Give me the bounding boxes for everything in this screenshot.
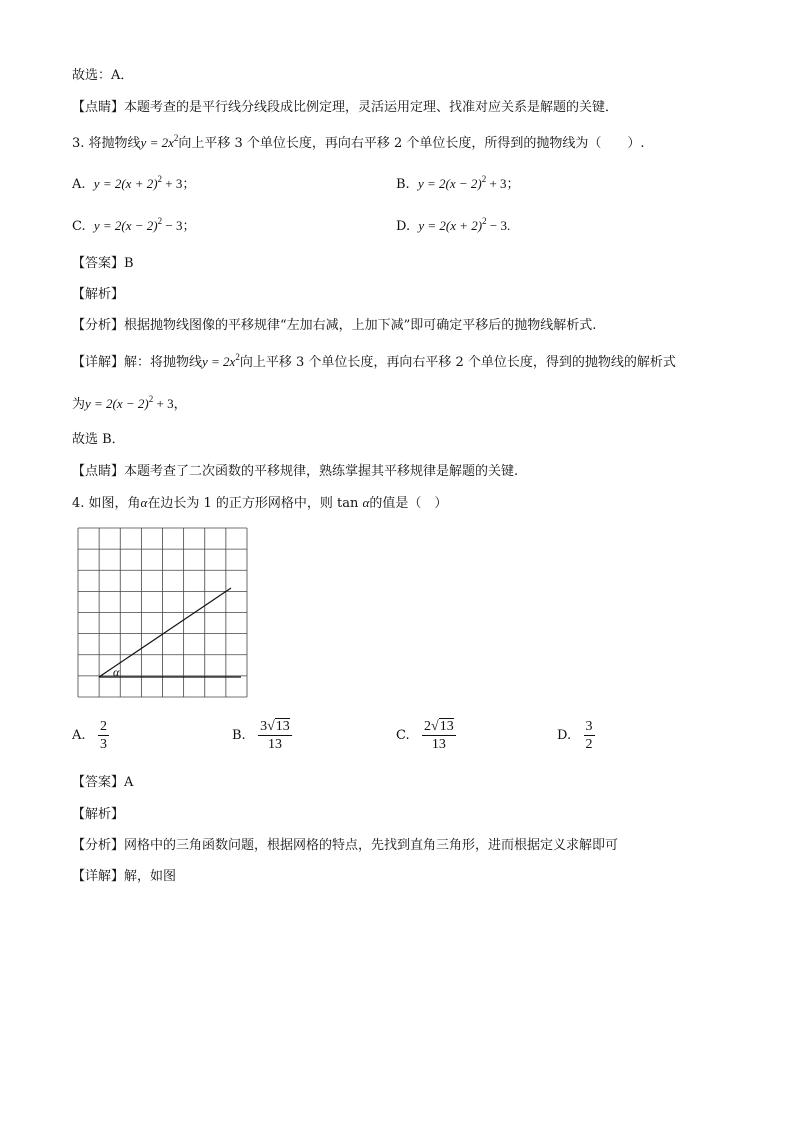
question-4-suffix: 的值是（ ）	[369, 496, 448, 511]
question-4-option-d	[557, 718, 595, 753]
question-3-option-c	[72, 216, 195, 237]
option-label: C.	[396, 728, 410, 743]
question-4-answer: 【答案】A	[72, 775, 134, 790]
detail-suffix: 向上平移 3 个单位长度，再向右平移 2 个单位长度，得到的抛物线的解析式	[239, 355, 676, 370]
option-tail: − 3.	[486, 218, 511, 233]
square-grid-figure	[77, 527, 249, 703]
detail-function: y = 2x	[202, 354, 236, 369]
exponent: 2	[235, 352, 240, 362]
fraction	[422, 718, 456, 753]
numerator	[422, 718, 456, 736]
result-expression: y = 2(x − 2)	[85, 396, 149, 411]
question-3-choose: 故选 B．	[72, 432, 125, 447]
question-3-answer: 【答案】B	[72, 256, 134, 271]
numerator: 3	[585, 719, 593, 734]
option-tail: − 3；	[162, 218, 196, 233]
question-4-option-b	[232, 718, 292, 753]
question-3-comment: 【点睛】本题考查了二次函数的平移规律，熟练掌握其平移规律是解题的关键.	[72, 464, 519, 479]
option-label: D.	[557, 728, 572, 743]
option-label: B.	[232, 728, 246, 743]
question-3-function: y = 2x	[140, 135, 174, 150]
fraction	[584, 718, 595, 753]
exponent: 2	[157, 216, 163, 226]
question-4-middle: 在边长为 1 的正方形网格中，则 tan	[147, 496, 359, 511]
question-3-detail	[72, 352, 676, 373]
question-3-detail-result	[72, 394, 187, 415]
question-4-stem	[72, 493, 447, 514]
square-root: √13	[431, 719, 454, 734]
denominator: 13	[267, 737, 282, 752]
result-prefix: 为	[72, 397, 86, 412]
angle-label: α	[113, 665, 120, 679]
fraction	[98, 718, 109, 753]
numerator	[258, 718, 292, 736]
denominator: 13	[431, 737, 446, 752]
question-3-option-b	[396, 174, 520, 195]
question-4-option-a	[72, 718, 109, 753]
square-root: √13	[267, 719, 290, 734]
question-3-analysis-heading: 【解析】	[72, 287, 125, 302]
option-label: C.	[72, 219, 86, 234]
radicand: 13	[439, 719, 454, 734]
radicand: 13	[275, 719, 290, 734]
coefficient: 2	[424, 719, 432, 734]
grid-svg	[77, 527, 249, 699]
question-3-prefix: 3. 将抛物线	[72, 136, 141, 151]
question-3-suffix: 向上平移 3 个单位长度，再向右平移 2 个单位长度，所得到的抛物线为（ ）.	[178, 136, 645, 151]
alpha-symbol: α	[140, 495, 148, 510]
denominator: 3	[99, 737, 107, 752]
question-3-option-a	[72, 174, 195, 195]
numerator: 2	[99, 719, 107, 734]
fraction	[258, 718, 292, 753]
exponent: 2	[481, 174, 487, 184]
denominator: 2	[585, 737, 593, 752]
question-4-option-c	[396, 718, 456, 753]
coefficient: 3	[260, 719, 268, 734]
option-expression: y = 2(x − 2)	[417, 176, 482, 191]
detail-prefix: 【详解】解：将抛物线	[72, 355, 203, 370]
previous-answer: 故选：A．	[72, 68, 134, 83]
option-tail: + 3；	[162, 176, 196, 191]
question-4-analysis: 【分析】网格中的三角函数问题，根据网格的特点，先找到直角三角形，进而根据定义求解即可	[72, 838, 619, 853]
slanted-ray	[99, 588, 231, 677]
question-3-option-d	[396, 216, 510, 237]
option-label: B.	[396, 177, 410, 192]
option-expression: y = 2(x − 2)	[93, 218, 158, 233]
exponent: 2	[148, 394, 154, 404]
alpha-symbol: α	[362, 495, 370, 510]
option-label: A.	[72, 177, 86, 192]
question-3-analysis: 【分析】根据抛物线图像的平移规律“左加右减，上加下减”即可确定平移后的抛物线解析式.	[72, 318, 597, 333]
option-label: D.	[396, 219, 411, 234]
option-expression: y = 2(x + 2)	[418, 218, 483, 233]
result-tail: + 3，	[153, 396, 187, 411]
question-4-detail: 【详解】解，如图	[72, 869, 177, 884]
previous-comment: 【点睛】本题考查的是平行线分线段成比例定理，灵活运用定理、找准对应关系是解题的关键．	[72, 100, 619, 115]
exponent: 2	[157, 174, 163, 184]
question-3-stem	[72, 133, 645, 154]
exponent: 2	[482, 216, 487, 226]
option-tail: + 3；	[486, 176, 520, 191]
question-4-prefix: 4. 如图，角	[72, 496, 141, 511]
question-4-analysis-heading: 【解析】	[72, 807, 125, 822]
exponent: 2	[173, 133, 179, 143]
option-label: A.	[72, 728, 86, 743]
option-expression: y = 2(x + 2)	[93, 176, 158, 191]
